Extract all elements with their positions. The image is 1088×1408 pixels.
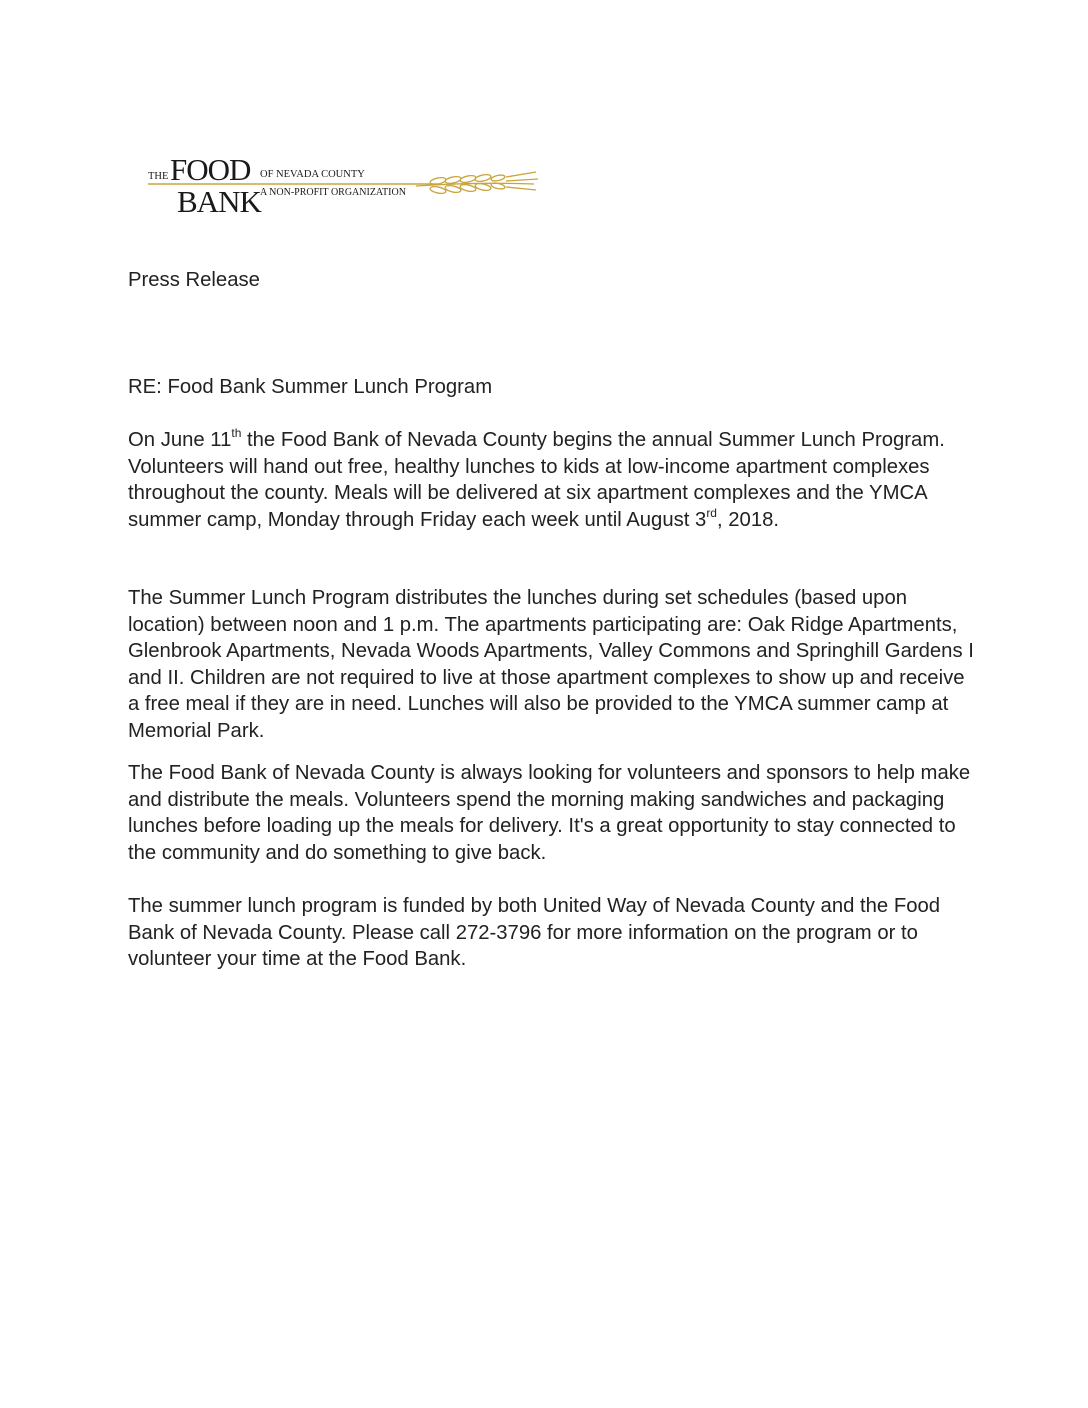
p1-text-a: On June 11 (128, 429, 232, 451)
press-release-label: Press Release (128, 269, 260, 291)
paragraph-funding-contact: The summer lunch program is funded by both United Way of Nevada County and the Food Bank of Nevada County. Please call 272-3796 for more information on the program or to volunteer your time at the Food Bank. (128, 895, 941, 971)
paragraph-schedule-locations: The Summer Lunch Program distributes the lunches during set schedules (based upon location) between noon and 1 p.m. The apartments participating are: Oak Ridge Apartments, Glenbrook Apartments, Nevada Woods Apartments, Valley Commons and Springhill Gardens I and II. Children are not required to live at those apartment complexes to show up and receive a free meal if they are in need. Lunches will also be provided to the YMCA summer camp at Memorial Park. (128, 587, 974, 742)
paragraph-program-intro (128, 427, 978, 533)
food-bank-logo-graphic (148, 150, 538, 219)
food-bank-logo (148, 150, 538, 219)
logo-tagline-county: OF NEVADA COUNTY (260, 169, 365, 180)
p1-text-c: , 2018. (716, 508, 780, 531)
logo-word-bank: BANK (177, 184, 261, 219)
logo-tagline-org: A NON-PROFIT ORGANIZATION (260, 187, 406, 198)
paragraph-volunteers: The Food Bank of Nevada County is always looking for volunteers and sponsors to help make and distribute the meals. Volunteers spend the morning making sandwiches and packaging lunches before loading up the meals for delivery. It's a great opportunity to stay connected to the community and do something to give back. (128, 762, 971, 864)
subject-line: RE: Food Bank Summer Lunch Program (128, 376, 493, 398)
p1-text-b: the Food Bank of Nevada County begins the annual Summer Lunch Program. Volunteers will hand out free, healthy lunches to kids at low-income apartment complexes throughout the county. Meals will be delivered at six apartment complexes and the YMCA summer camp, Monday through Friday each week until August 3 (128, 429, 945, 531)
logo-word-the: THE (148, 171, 169, 182)
p1-ordinal-rd: rd (706, 506, 717, 521)
logo-word-food: FOOD (170, 152, 251, 187)
p1-ordinal-th: th (231, 426, 242, 441)
